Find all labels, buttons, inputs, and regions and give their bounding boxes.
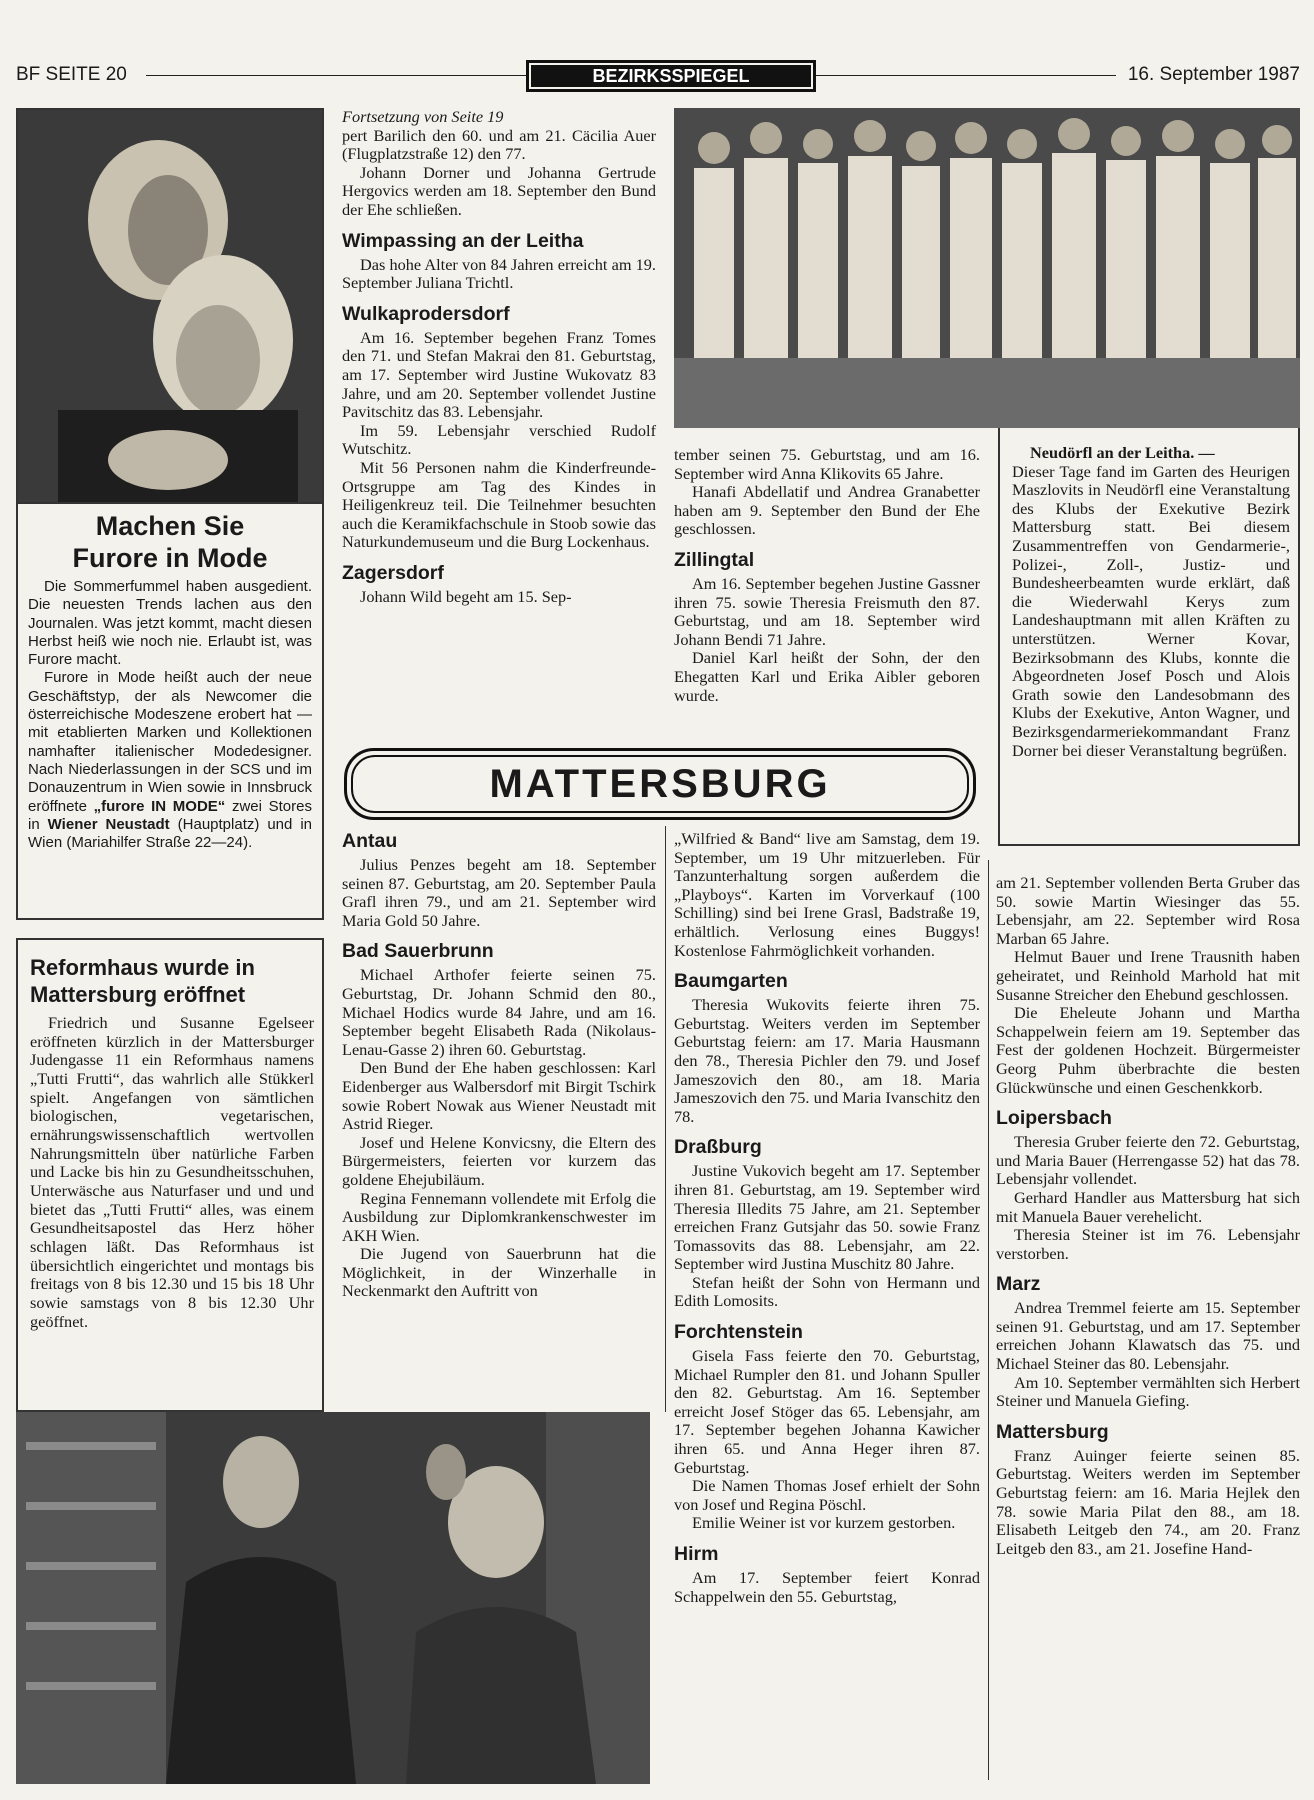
village-heading: Wulkaprodersdorf (342, 302, 510, 325)
news-paragraph: am 21. September vollenden Berta Gruber das 50. sowie Martin Wiesinger das 55. Lebensjahr, am 22. September wird Rosa Marban 65 Jahre. (996, 873, 1300, 948)
furore-ad (16, 108, 324, 920)
news-paragraph: Andrea Tremmel feierte am 15. September seinen 91. Geburtstag, und am 17. September erreichen Johann Klawatsch das 75. und Michael Steiner das 80. Lebensjahr. (996, 1298, 1300, 1374)
photo-caption (1012, 444, 1290, 760)
village-heading: Draßburg (674, 1136, 762, 1159)
district-banner (344, 748, 976, 820)
news-paragraph: Die Namen Thomas Josef erhielt der Sohn von Josef und Regina Pöschl. (674, 1476, 980, 1514)
news-paragraph: Theresia Wukovits feierte ihren 75. Geburtstag. Weiters verden im September Geburtstag feiern: am 17. Maria Hausmann den 78., Theresia Pichler den 79. und Josef Jameszovich den 80., am 18. Maria Jameszovich den 75. und Maria Ivanschitz den 78. (674, 995, 980, 1126)
news-paragraph: Franz Auinger feierte seinen 85. Geburtstag. Weiters werden im September Geburtstag feiern: am 16. Maria Hejlek den 78. sowie Maria Pilat den 88., am 18. Elisabeth Leitgeb den 74., am 20. Franz Leitgeb den 83., am 21. Josefine Hand- (996, 1445, 1300, 1558)
mattersburg-column-2 (674, 830, 980, 1606)
reformhaus-photo-illustration (16, 1412, 650, 1784)
news-paragraph: tember seinen 75. Geburtstag, und am 16. September wird Anna Klikovits 65 Jahre. (674, 445, 980, 483)
news-paragraph: Hanafi Abdellatif und Andrea Granabetter haben am 9. September den Bund der Ehe geschlossen. (674, 482, 980, 539)
reformhaus-article (16, 938, 324, 1412)
caption-text: Dieser Tage fand im Garten des Heurigen Maszlovits in Neudörfl eine Veranstaltung des Klubs der Exekutive Bezirk Mattersburg statt. Bei diesem Zusammentreffen von Gendarmerie-, Polizei-, Zoll-, Justiz- und Bundesheerbeamten wurde erklärt, daß die Wiederwahl Kerys zum Landeshauptmann mit allen Kräften zu unterstützen. Werner Kovar, Bezirksobmann des Klubs, konnte die Abgeordneten Josef Posch und Alois Grath sowie den Landesobmann des Klubs der Exekutive, Anton Wagner, und Bezirksgendarmeriekommandant Franz Dorner bei dieser Veranstaltung begrüßen. (1012, 461, 1290, 760)
news-paragraph: Regina Fennemann vollendete mit Erfolg die Ausbildung zur Diplomkrankenschwester im AKH Wien. (342, 1188, 656, 1245)
ad-title (28, 510, 312, 574)
club-group-photo (674, 108, 1300, 428)
column-rule (988, 860, 989, 1780)
news-paragraph: Josef und Helene Konvicsny, die Eltern des Bürgermeisters, feierten vor kurzem das goldene Ehejubiläum. (342, 1132, 656, 1189)
news-paragraph: Den Bund der Ehe haben geschlossen: Karl Eidenberger aus Walbersdorf mit Birgit Tschirk sowie Robert Nowak aus Wiener Neustadt mit Astrid Rieger. (342, 1058, 656, 1134)
village-heading: Zillingtal (674, 548, 755, 571)
header-rule-right (816, 75, 1116, 76)
photo-caption-box (998, 428, 1300, 846)
news-paragraph: Im 59. Lebensjahr verschied Rudolf Wutschitz. (342, 420, 656, 459)
news-paragraph: Johann Dorner und Johanna Gertrude Hergovics werden am 18. September den Bund der Ehe schließen. (342, 162, 656, 219)
village-heading: Zagersdorf (342, 561, 444, 584)
caption-title: Neudörfl an der Leitha. — (1030, 443, 1215, 462)
news-paragraph: Stefan heißt der Sohn von Hermann und Edith Lomosits. (674, 1272, 980, 1311)
ad-title-line2: Furore in Mode (72, 543, 268, 573)
village-heading: Marz (996, 1273, 1041, 1296)
news-paragraph: Johann Wild begeht am 15. Sep- (360, 586, 572, 606)
section-label-box (526, 60, 816, 92)
ad-text: zwei Stores in (28, 797, 312, 833)
village-heading: Hirm (674, 1543, 719, 1565)
news-paragraph: Mit 56 Personen nahm die Kinderfreunde-Ortsgruppe am Tag des Kindes in Heiligenkreuz teil. Die Teilnehmer besuchten auch die Keramikfachschule in Stoob sowie das Naturkundemuseum und die Burg Lockenhaus. (342, 457, 656, 552)
news-paragraph: Die Eheleute Johann und Martha Schappelwein feiern am 19. September das Fest der goldenen Hochzeit. Bürgermeister Georg Puhm überbrachte die besten Glückwünsche und einen Geschenkkorb. (996, 1003, 1300, 1097)
ad-paragraph-2 (28, 669, 312, 852)
news-paragraph: pert Barilich den 60. und am 21. Cäcilia Auer (Flugplatzstraße 12) den 77. (342, 125, 656, 164)
news-paragraph: Gerhard Handler aus Mattersburg hat sich mit Manuela Bauer verehelicht. (996, 1187, 1300, 1226)
news-paragraph: Justine Vukovich begeht am 17. September ihren 81. Geburtstag, am 19. September wird Theresia Illedits 75 Jahre, am 21. September erreichen Franz Gutsjahr das 50. sowie Franz Tomassovits das 88. Lebensjahr, am 22. September wird Justina Muschitz 80 Jahre. (674, 1161, 980, 1274)
ad-city: Wiener Neustadt (47, 815, 170, 833)
mattersburg-column-3 (996, 874, 1300, 1558)
ad-paragraph: Die Sommerfummel haben ausgedient. Die neuesten Trends lachen aus den Journalen. Was jetzt kommt, macht diesen Herbst heiß wie noch nie. Erlaubt ist, was Furore macht. (28, 578, 312, 669)
district-banner-title: MATTERSBURG (351, 755, 969, 813)
news-paragraph: Am 16. September begehen Franz Tomes den 71. und Stefan Makrai den 81. Geburtstag, am 17. September wird Justine Wukovatz 83 Jahre, und am 20. September vollendet Justine Pavitschitz das 83. Lebensjahr. (342, 327, 656, 422)
section-label: BEZIRKSSPIEGEL (531, 65, 811, 87)
column-local-news-1 (342, 108, 656, 606)
news-paragraph: Michael Arthofer feierte seinen 75. Geburtstag, Dr. Johann Schmid den 80., Michael Hodics wurde 84 Jahre, und am 16. September begeht Elisabeth Rada (Nikolaus-Lenau-Gasse 2) ihren 60. Geburtstag. (342, 965, 656, 1059)
ad-text: (Hauptplatz) und in Wien (Mariahilfer Straße 22—24). (28, 815, 313, 852)
ad-text: Furore in Mode heißt auch der neue Geschäftstyp, der als Newcomer die österreichische Modeszene erobert hat — mit etablierten Marken und Kollektionen namhafter italienischer Modedesigner. Nach Niederlassungen in der SCS und im Donauzentrum in Wien sowie in Innsbruck eröffnete (28, 669, 312, 815)
news-paragraph: „Wilfried & Band“ live am Samstag, dem 19. September, um 19 Uhr mitzuerleben. Für Tanzunterhaltung sorgen außerdem die „Playboys“. Karten im Vorverkauf (100 Schilling) sind bei Irene Grasl, Badstraße 19, erhältlich. Verlosung eines Buggys! Kostenlose Fahrmöglichkeit vorhanden. (674, 829, 980, 960)
continuation-note: Fortsetzung von Seite 19 (342, 107, 504, 126)
news-paragraph: Emilie Weiner ist vor kurzem gestorben. (692, 1513, 956, 1533)
news-paragraph: Daniel Karl heißt der Sohn, der den Ehegatten Karl und Erika Aibler geboren wurde. (674, 648, 980, 705)
village-heading: Mattersburg (996, 1420, 1109, 1443)
village-heading: Wimpassing an der Leitha (342, 229, 584, 252)
news-paragraph: Julius Penzes begeht am 18. September seinen 87. Geburtstag, am 20. September Paula Grafl ihren 79., und am 21. September wird Maria Gold 50 Jahre. (342, 855, 656, 930)
page-number: BF SEITE 20 (16, 64, 127, 85)
news-paragraph: Die Jugend von Sauerbrunn hat die Möglichkeit, in der Winzerhalle in Neckenmarkt den Auftritt von (342, 1244, 656, 1301)
village-heading: Forchtenstein (674, 1321, 803, 1344)
fashion-photo-illustration (18, 110, 322, 502)
column-rule (665, 826, 666, 1412)
news-paragraph: Am 17. September feiert Konrad Schappelwein den 55. Geburtstag, (674, 1568, 980, 1606)
village-heading: Bad Sauerbrunn (342, 940, 494, 963)
news-paragraph: Am 10. September vermählten sich Herbert Steiner und Manuela Giefing. (996, 1372, 1300, 1411)
news-paragraph: Helmut Bauer und Irene Trausnith haben geheiratet, und Reinhold Marhold hat mit Susanne Streicher den Ehebund geschlossen. (996, 947, 1300, 1004)
village-heading: Baumgarten (674, 970, 788, 993)
ad-brand: „furore IN MODE“ (93, 797, 226, 815)
fashion-photo (18, 110, 322, 502)
reformhaus-photo (16, 1412, 650, 1784)
news-paragraph: Am 16. September begehen Justine Gassner ihren 75. sowie Theresia Freismuth den 87. Geburtstag, und am 18. September wird Johann Bendi 71 Jahre. (674, 573, 980, 649)
page-header (16, 60, 1300, 94)
news-paragraph: Theresia Gruber feierte den 72. Geburtstag, und Maria Bauer (Herrengasse 52) hat das 78. Lebensjahr vollendet. (996, 1132, 1300, 1189)
issue-date: 16. September 1987 (1127, 64, 1300, 85)
ad-title-line1: Machen Sie (95, 511, 245, 541)
reformhaus-title: Reformhaus wurde in Mattersburg eröffnet (30, 955, 255, 1007)
ad-body (28, 578, 312, 852)
group-photo-illustration (674, 108, 1300, 428)
village-heading: Loipersbach (996, 1107, 1112, 1130)
reformhaus-text: Friedrich und Susanne Egelseer eröffneten kürzlich in der Mattersburger Judengasse 11 ein Reformhaus namens „Tutti Frutti“, das wahrlich alle Stükkerl spielt. Angefangen von sämtlichen biologischen, vegetarischen, ernährungswissenschaftlich wertvollen Nahrungsmitteln über natürliche Farben und Lacke bis hin zu Gesundheitsschuhen, Unterwäsche aus Naturfaser und und und bietet das „Tutti Frutti“ alles, was einem Gesundheitsapostel das Herz höher schlagen läßt. Das Reformhaus ist übersichtlich eingerichtet und montags bis freitags von 8 bis 12.30 und 15 bis 18 Uhr sowie samstags von 8 bis 12.30 Uhr geöffnet. (30, 1013, 314, 1331)
village-heading: Antau (342, 830, 398, 852)
mattersburg-column-1 (342, 824, 656, 1301)
news-paragraph: Gisela Fass feierte den 70. Geburtstag, Michael Rumpler den 81. und Johann Spuller den 82. Geburtstag. Am 16. September erreicht Josef Stöger das 65. Lebensjahr, am 17. September begehen Johanna Kawicher ihren 65. und Anna Heger ihren 87. Geburtstag. (674, 1346, 980, 1477)
ad-divider (18, 502, 322, 504)
news-paragraph: Das hohe Alter von 84 Jahren erreicht am 19. September Juliana Trichtl. (342, 254, 656, 293)
news-paragraph: Theresia Steiner ist im 76. Lebensjahr verstorben. (996, 1225, 1300, 1263)
header-rule-left (146, 75, 526, 76)
column-local-news-2 (674, 446, 980, 705)
